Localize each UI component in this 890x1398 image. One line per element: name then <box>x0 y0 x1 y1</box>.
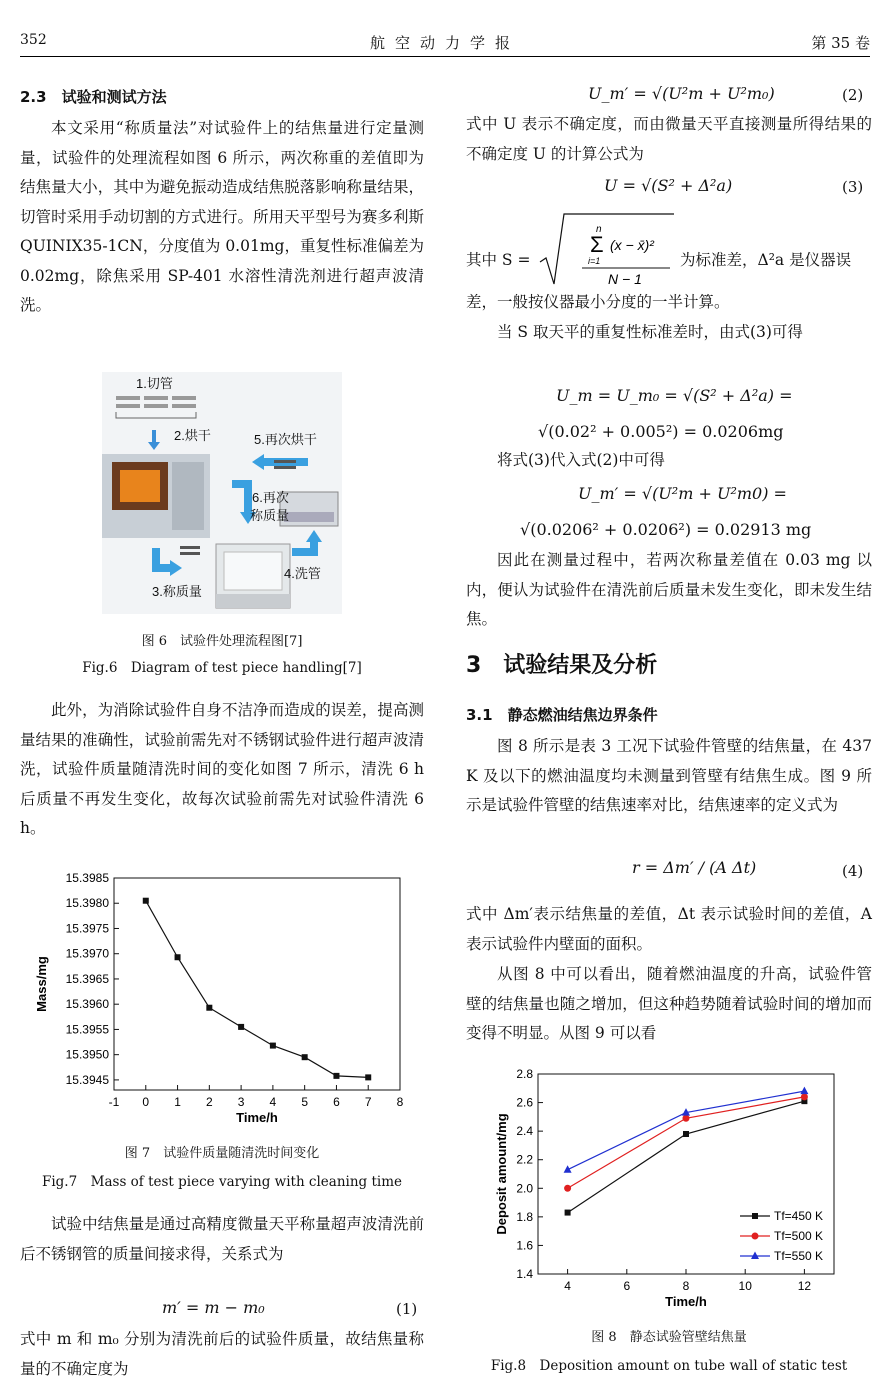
paragraph-threshold: 因此在测量过程中，若两次称量差值在 0.03 mg 以内，便认为试验件在清洗前后质量未发生变化，即未发生结焦。 <box>466 551 872 628</box>
y-tick-label: 15.3965 <box>65 971 109 986</box>
x-axis-label: Time/h <box>665 1294 707 1309</box>
x-axis-label: Time/h <box>236 1110 278 1125</box>
svg-text:(x − x̄)²: (x − x̄)² <box>610 237 654 253</box>
data-point <box>206 1005 212 1011</box>
x-tick-label: 0 <box>142 1095 150 1109</box>
x-tick-label: 6 <box>623 1279 631 1293</box>
data-point <box>683 1115 690 1122</box>
paragraph-trend: 从图 8 中可以看出，随着燃油温度的升高，试验件管壁的结焦量也随之增加，但这种趋势随着试验时间的增加而变得不明显。从图 9 可以看 <box>466 965 872 1042</box>
equation-2-number: (2) <box>842 86 864 104</box>
y-tick-label: 1.4 <box>516 1267 533 1281</box>
x-tick-label: 10 <box>738 1279 752 1293</box>
figure-8-caption-cn: 图 8 静态试验管壁结焦量 <box>591 1330 747 1345</box>
x-tick-label: 6 <box>333 1095 340 1109</box>
equation-calc-1a: U_m = U_m₀ = √(S² + Δ²a) = <box>556 386 793 405</box>
y-tick-label: 15.3960 <box>65 997 109 1012</box>
equation-calc-2a: U_m′ = √(U²m + U²m0) = <box>578 484 787 503</box>
paragraph-cleaning: 此外，为消除试验件自身不洁净而造成的误差，提高测量结果的准确性，试验前需先对不锈钢试验件进行超声波清洗，试验件质量随清洗时间的变化如图 7 所示，清洗 6 h 后质量不再发生变化，故每次试验前需先对试验件清洗 6 h。 <box>20 701 424 837</box>
legend-marker <box>751 1252 759 1260</box>
svg-text:N − 1: N − 1 <box>608 271 642 287</box>
fig6-label-redry: 5.再次烘干 <box>254 432 317 447</box>
figure-6-illustration <box>102 372 342 614</box>
data-point <box>302 1054 308 1060</box>
data-point <box>143 898 149 904</box>
x-tick-label: 4 <box>564 1279 571 1293</box>
section-2-3-heading: 2.3 试验和测试方法 <box>20 88 167 106</box>
figure-6-caption-en: Fig.6 Diagram of test piece handling[7] <box>82 660 362 676</box>
paragraph-uncertainty-def: 式中 U 表示不确定度，而由微量天平直接测量所得结果的不确定度 U 的计算公式为 <box>466 115 872 163</box>
svg-text:i=1: i=1 <box>588 256 601 266</box>
equation-1: m′ = m − m₀ <box>162 1298 265 1317</box>
data-point <box>565 1210 571 1216</box>
fig6-label-reweigh-2: 称质量 <box>250 508 290 523</box>
data-point <box>365 1074 371 1080</box>
y-tick-label: 15.3985 <box>65 871 109 885</box>
x-tick-label: 1 <box>174 1095 181 1109</box>
paragraph-substitute: 将式(3)代入式(2)中可得 <box>497 451 665 469</box>
figure-7-caption-cn: 图 7 试验件质量随清洗时间变化 <box>124 1146 320 1161</box>
data-point <box>800 1087 808 1095</box>
data-point <box>333 1073 339 1079</box>
figure-7-chart <box>32 866 412 1136</box>
std-deviation-formula <box>538 210 678 288</box>
y-tick-label: 15.3945 <box>65 1072 109 1087</box>
fig6-label-reweigh-1: 6.再次 <box>252 490 289 505</box>
figure-7-caption-en: Fig.7 Mass of test piece varying with cleaning time <box>41 1174 403 1190</box>
fig6-label-weigh: 3.称质量 <box>152 584 202 599</box>
fig6-label-cut: 1.切管 <box>136 376 173 391</box>
legend-label: Tf=450 K <box>774 1209 824 1223</box>
x-tick-label: 8 <box>396 1095 404 1109</box>
y-tick-label: 2.4 <box>516 1124 533 1139</box>
section-3-1-heading: 3.1 静态燃油结焦边界条件 <box>466 706 658 724</box>
equation-3: U = √(S² + Δ²a) <box>604 176 733 195</box>
running-header <box>20 28 870 52</box>
paragraph-deposit-relation: 试验中结焦量是通过高精度微量天平称量超声波清洗前后不锈钢管的质量间接求得，关系式为 <box>20 1215 424 1263</box>
y-tick-label: 1.6 <box>516 1238 533 1253</box>
data-point <box>564 1185 571 1192</box>
data-point <box>270 1043 276 1049</box>
figure-6-caption-cn: 图 6 试验件处理流程图[7] <box>141 634 303 649</box>
equation-calc-2b: √(0.0206² + 0.0206²) = 0.02913 mg <box>520 520 812 539</box>
x-tick-label: -1 <box>108 1095 120 1109</box>
x-tick-label: 2 <box>205 1095 213 1109</box>
fig6-label-wash: 4.洗管 <box>284 566 321 581</box>
data-point <box>175 954 181 960</box>
y-tick-label: 15.3950 <box>65 1047 109 1062</box>
data-point <box>801 1093 808 1100</box>
figure-8-chart <box>488 1060 848 1314</box>
paragraph-results: 图 8 所示是表 3 工况下试验件管壁的结焦量，在 437 K 及以下的燃油温度均未测量到管壁有结焦生成。图 9 所示是试验件管壁的结焦速率对比，结焦速率的定义式为 <box>466 737 872 814</box>
journal-title: 航空动力学报 <box>369 34 520 52</box>
y-tick-label: 1.8 <box>516 1209 533 1224</box>
x-tick-label: 3 <box>237 1095 245 1109</box>
figure-6-process-diagram <box>102 372 342 614</box>
std-formula-prefix: 其中 S = <box>466 251 531 269</box>
equation-1-number: (1) <box>396 1300 418 1318</box>
y-tick-label: 2.2 <box>516 1152 533 1167</box>
std-formula-suffix: 为标准差，Δ²a 是仪器误 <box>680 251 852 269</box>
svg-text:n: n <box>596 224 602 235</box>
section-3-heading: 3 试验结果及分析 <box>466 653 658 678</box>
legend-label: Tf=500 K <box>774 1229 824 1243</box>
data-point <box>683 1131 689 1137</box>
header-rule <box>20 56 870 57</box>
legend-marker <box>752 1233 759 1240</box>
x-tick-label: 4 <box>269 1095 277 1109</box>
paragraph-instrument-error: 差，一般按仪器最小分度的一半计算。 <box>466 293 730 311</box>
y-tick-label: 2.6 <box>516 1095 533 1110</box>
equation-4-number: (4) <box>842 862 864 880</box>
y-tick-label: 15.3970 <box>65 946 109 961</box>
fig6-label-dry: 2.烘干 <box>174 428 211 443</box>
y-tick-label: 15.3980 <box>65 896 109 911</box>
data-point <box>238 1024 244 1030</box>
y-tick-label: 15.3975 <box>65 921 109 936</box>
series-line <box>146 901 368 1078</box>
legend-label: Tf=550 K <box>774 1249 824 1263</box>
equation-2: U_m′ = √(U²m + U²m₀) <box>588 84 775 103</box>
x-tick-label: 7 <box>364 1095 372 1109</box>
x-tick-label: 8 <box>682 1279 690 1293</box>
plot-frame <box>538 1074 834 1274</box>
equation-3-number: (3) <box>842 178 864 196</box>
paragraph-method: 本文采用“称质量法”对试验件上的结焦量进行定量测量，试验件的处理流程如图 6 所示，两次称重的差值即为结焦量大小，其中为避免振动造成结焦脱落影响称量结果，切管时采用手动切割的方式进行。所用天平型号为赛多利斯 QUINIX35-1CN，分度值为 0.01mg，重复性标准偏差为 0.02mg，除焦采用 SP-401 水溶性清洗剂进行超声波清洗。 <box>20 119 424 314</box>
y-tick-label: 2.8 <box>516 1067 533 1081</box>
svg-text:Σ: Σ <box>590 232 604 257</box>
equation-4: r = Δm′ / (A Δt) <box>632 858 757 877</box>
page-number: 352 <box>20 32 47 48</box>
paragraph-repeatability: 当 S 取天平的重复性标准差时，由式(3)可得 <box>497 323 803 341</box>
y-axis-label: Mass/mg <box>34 956 49 1012</box>
y-axis-label: Deposit amount/mg <box>494 1113 509 1235</box>
x-tick-label: 5 <box>301 1095 309 1109</box>
plot-frame <box>114 878 400 1090</box>
x-tick-label: 12 <box>797 1279 812 1293</box>
legend-marker <box>752 1213 758 1219</box>
y-tick-label: 15.3955 <box>65 1022 109 1037</box>
figure-8-caption-en: Fig.8 Deposition amount on tube wall of static test <box>490 1358 848 1374</box>
volume: 第 35 卷 <box>811 34 870 52</box>
y-tick-label: 2.0 <box>516 1181 533 1196</box>
paragraph-uncertainty: 式中 m 和 m₀ 分别为清洗前后的试验件质量，故结焦量称量的不确定度为 <box>20 1330 424 1378</box>
paragraph-rate-def: 式中 Δm′表示结焦量的差值，Δt 表示试验时间的差值，A 表示试验件内壁面的面积。 <box>466 905 872 953</box>
equation-calc-1b: √(0.02² + 0.005²) = 0.0206mg <box>538 422 784 441</box>
